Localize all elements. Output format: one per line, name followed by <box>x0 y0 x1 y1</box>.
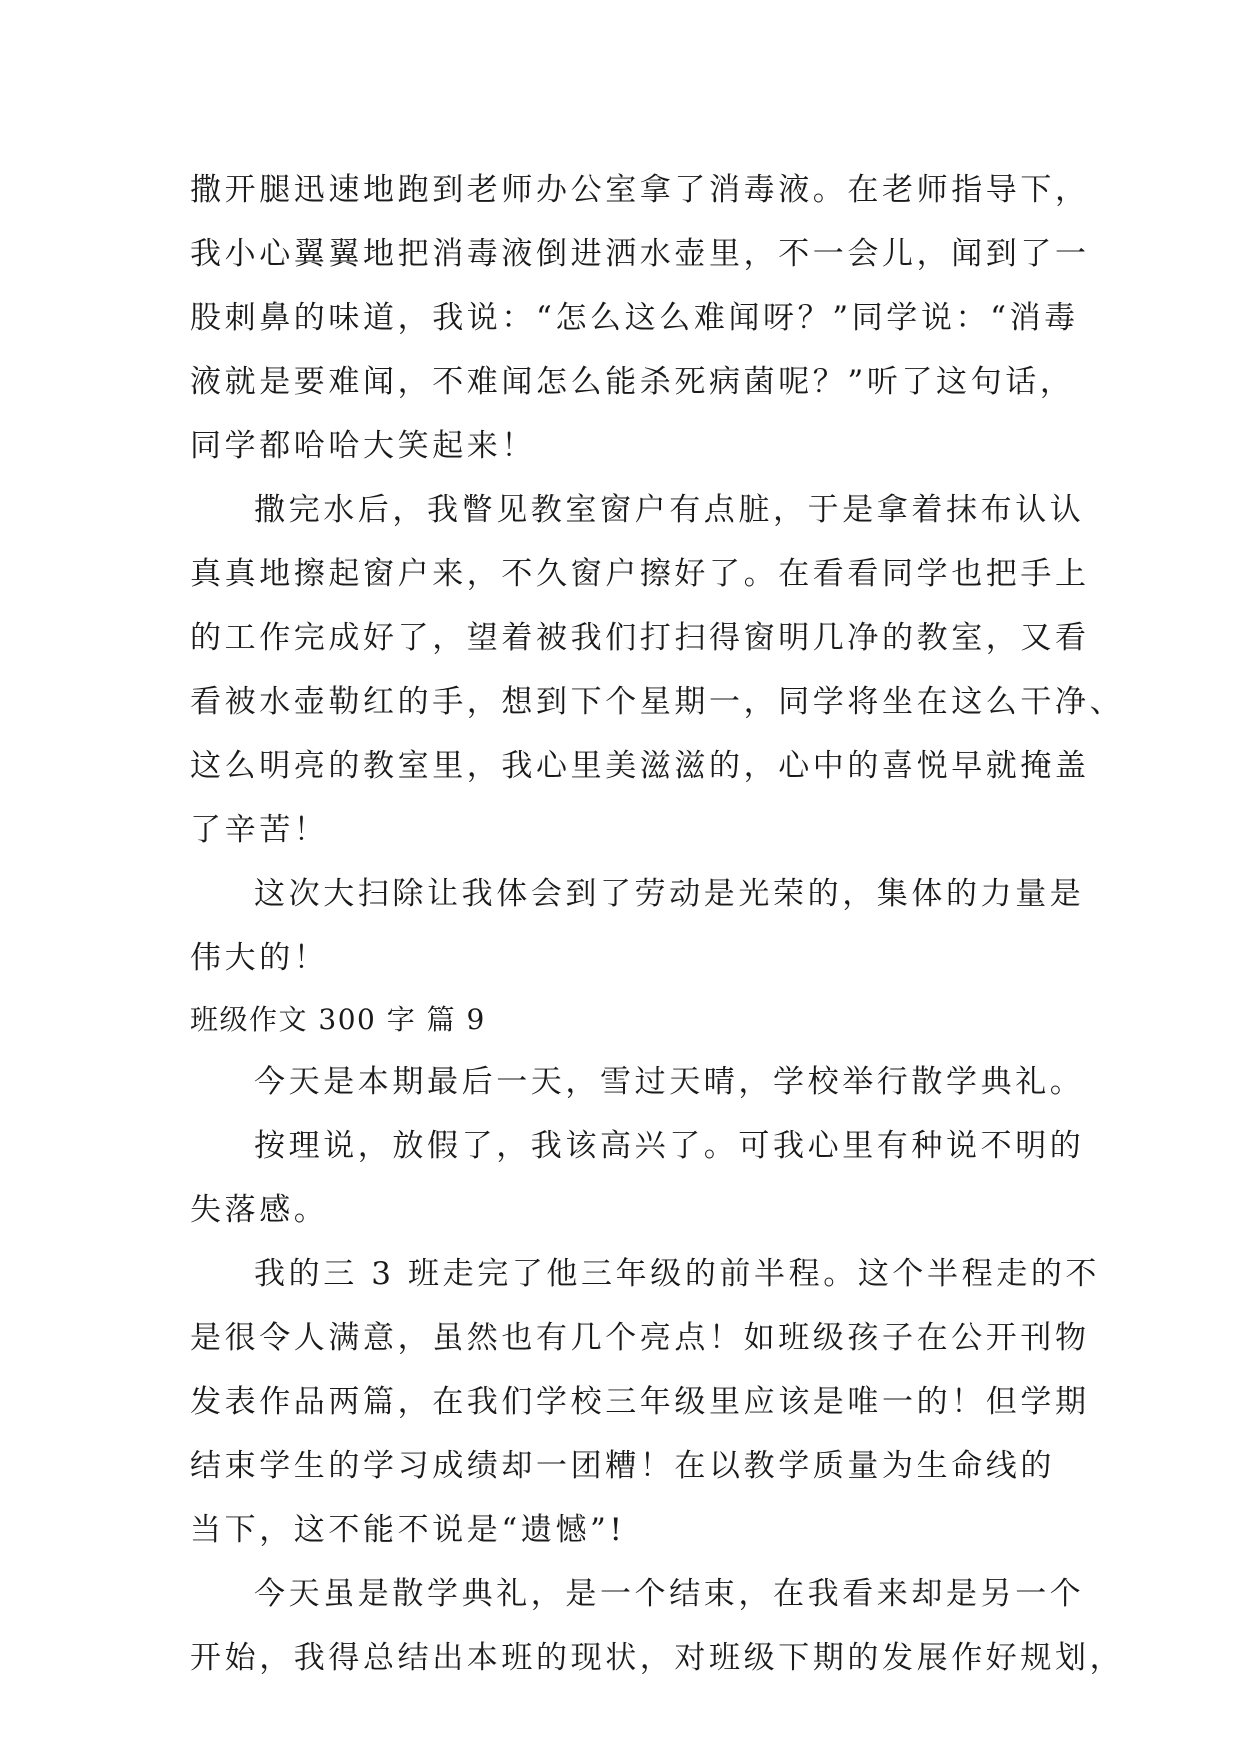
paragraph-line: 股刺鼻的味道，我说：“怎么这么难闻呀？”同学说：“消毒 <box>190 300 1079 336</box>
paragraph-line: 结束学生的学习成绩却一团糟！在以教学质量为生命线的 <box>190 1448 1055 1484</box>
document-body <box>190 158 1125 1690</box>
paragraph-line: 看被水壶勒红的手，想到下个星期一，同学将坐在这么干净、 <box>190 684 1125 720</box>
paragraph-line: 的工作完成好了，望着被我们打扫得窗明几净的教室，又看 <box>190 620 1090 656</box>
paragraph-line: 今天虽是散学典礼，是一个结束，在我看来却是另一个 <box>254 1576 1085 1612</box>
paragraph-line: 发表作品两篇，在我们学校三年级里应该是唯一的！但学期 <box>190 1384 1090 1420</box>
paragraph-line: 同学都哈哈大笑起来！ <box>190 428 536 464</box>
paragraph-line: 这次大扫除让我体会到了劳动是光荣的，集体的力量是 <box>254 876 1085 912</box>
paragraph-line: 了辛苦！ <box>190 812 329 848</box>
section-heading: 班级作文 300 字 篇 9 <box>190 1003 486 1036</box>
paragraph-line: 伟大的！ <box>190 940 329 976</box>
paragraph-line: 开始，我得总结出本班的现状，对班级下期的发展作好规划， <box>190 1640 1125 1676</box>
paragraph-line: 撒完水后，我瞥见教室窗户有点脏，于是拿着抹布认认 <box>254 492 1085 528</box>
paragraph-line: 当下，这不能不说是“遗憾”! <box>190 1512 626 1548</box>
paragraph-line: 是很令人满意，虽然也有几个亮点！如班级孩子在公开刊物 <box>190 1320 1090 1356</box>
paragraph-line: 这么明亮的教室里，我心里美滋滋的，心中的喜悦早就掩盖 <box>190 748 1090 784</box>
paragraph-line: 按理说，放假了，我该高兴了。可我心里有种说不明的 <box>254 1128 1085 1164</box>
paragraph-line: 液就是要难闻，不难闻怎么能杀死病菌呢？”听了这句话， <box>190 364 1075 400</box>
paragraph-line: 真真地擦起窗户来，不久窗户擦好了。在看看同学也把手上 <box>190 556 1090 592</box>
paragraph-line: 撒开腿迅速地跑到老师办公室拿了消毒液。在老师指导下， <box>190 172 1090 208</box>
paragraph-line: 今天是本期最后一天，雪过天晴，学校举行散学典礼。 <box>254 1064 1085 1100</box>
paragraph-line: 失落感。 <box>190 1192 329 1228</box>
paragraph-line: 我小心翼翼地把消毒液倒进洒水壶里，不一会儿，闻到了一 <box>190 236 1090 272</box>
paragraph-line: 我的三 3 班走完了他三年级的前半程。这个半程走的不 <box>254 1256 1101 1292</box>
